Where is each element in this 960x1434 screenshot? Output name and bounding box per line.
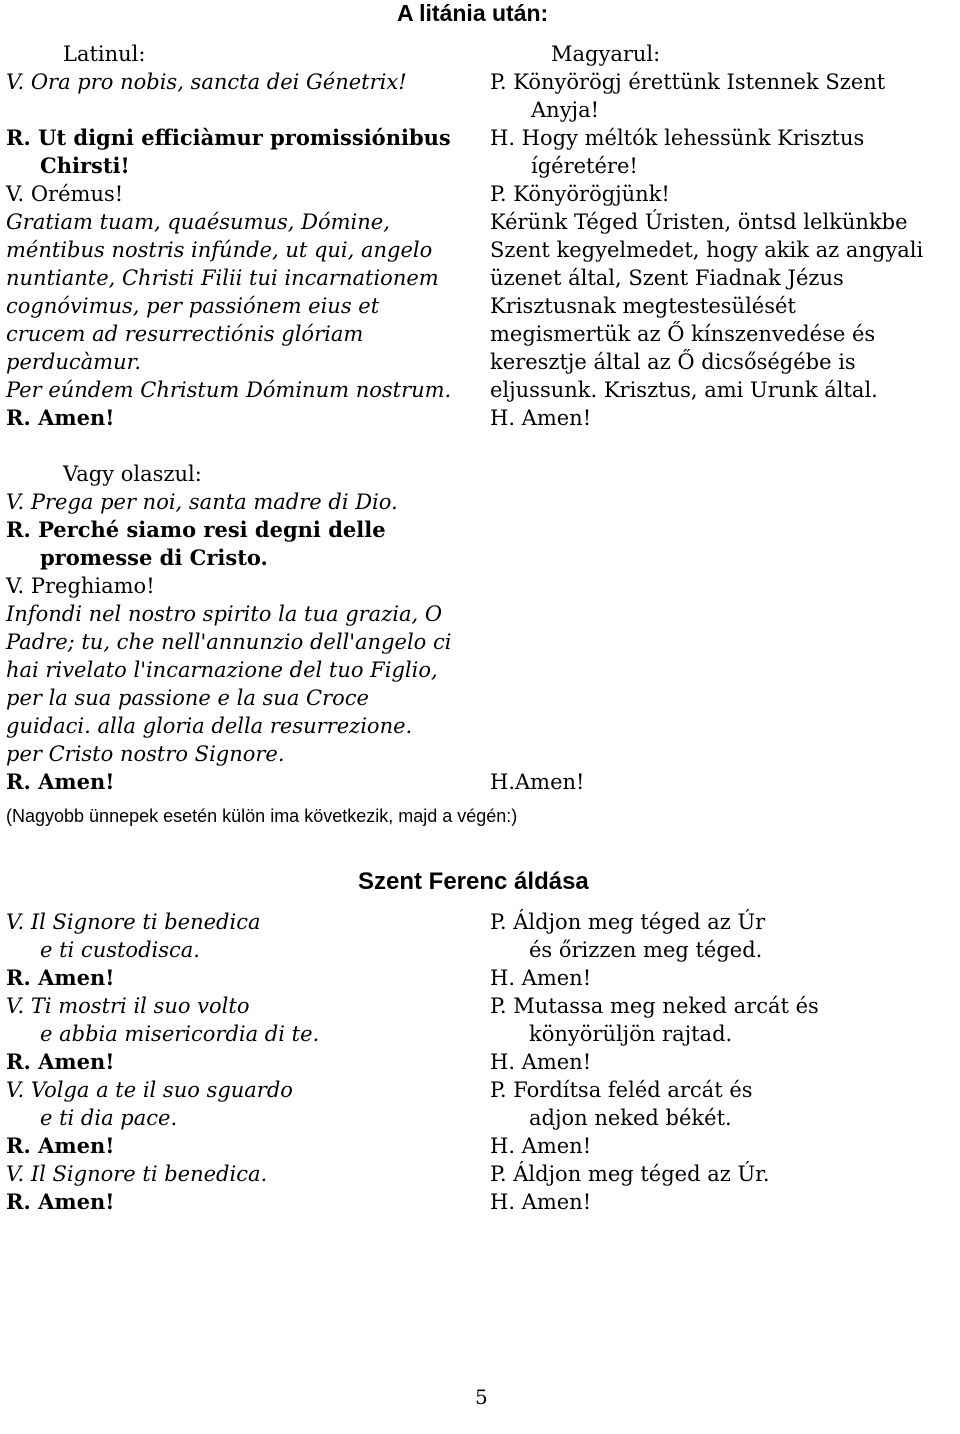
section-title: A litánia után: [397, 0, 549, 26]
blessing-it-line: e abbia misericordia di te. [40, 1022, 320, 1046]
page-number: 5 [475, 1385, 488, 1409]
blessing-it-line: e ti dia pace. [40, 1106, 178, 1130]
blessing-hu-amen: H. Amen! [490, 1050, 592, 1074]
blessing-hu-line: P. Áldjon meg téged az Úr. [490, 1162, 770, 1186]
hungarian-response-1: H. Hogy méltók lehessünk Krisztus [490, 126, 865, 150]
blessing-hu-amen: H. Amen! [490, 966, 592, 990]
blessing-hu-line: könyörüljön rajtad. [529, 1022, 733, 1046]
blessing-it-line: V. Ti mostri il suo volto [6, 994, 250, 1018]
italian-response-1: R. Perché siamo resi degni delle [6, 517, 386, 542]
blessing-it-amen: R. Amen! [6, 1049, 115, 1074]
hungarian-amen: H. Amen! [490, 406, 592, 430]
latin-response-1-cont: Chirsti! [40, 153, 130, 178]
hungarian-heading: Magyarul: [551, 42, 661, 66]
blessing-it-line: V. Il Signore ti benedica. [6, 1162, 268, 1186]
blessing-hu-line: P. Mutassa meg neked arcát és [490, 994, 819, 1018]
hungarian-versicle-1-cont: Anyja! [531, 98, 600, 122]
italian-versicle-1: V. Prega per noi, santa madre di Dio. [6, 490, 398, 514]
blessing-hu-amen: H. Amen! [490, 1190, 592, 1214]
latin-prayer-line: Gratiam tuam, quaésumus, Dómine, [6, 210, 390, 234]
hungarian-versicle-2: P. Könyörögjünk! [490, 182, 670, 206]
hungarian-prayer-line: eljussunk. Krisztus, ami Urunk által. [490, 378, 878, 402]
italian-response-1-cont: promesse di Cristo. [40, 545, 268, 570]
blessing-it-amen: R. Amen! [6, 965, 115, 990]
latin-prayer-line: cognóvimus, per passiónem eius et [6, 294, 380, 318]
blessing-hu-line: és őrizzen meg téged. [529, 938, 763, 962]
italian-prayer-line: per la sua passione e la sua Croce [6, 686, 369, 710]
hungarian-prayer-line: Szent kegyelmedet, hogy akik az angyali [490, 238, 924, 262]
latin-versicle-1: V. Ora pro nobis, sancta dei Génetrix! [6, 70, 407, 94]
italian-versicle-2: V. Preghiamo! [6, 574, 155, 598]
blessing-it-amen: R. Amen! [6, 1133, 115, 1158]
hungarian-amen-2: H.Amen! [490, 770, 585, 794]
italian-prayer-line: Infondi nel nostro spirito la tua grazia, O [6, 602, 443, 626]
hungarian-prayer-line: megismertük az Ő kínszenvedése és [490, 322, 876, 346]
latin-prayer-line: méntibus nostris infúnde, ut qui, angelo [6, 238, 433, 262]
hungarian-prayer-line: Krisztusnak megtestesülését [490, 294, 796, 318]
latin-prayer-line: nuntiante, Christi Filii tui incarnationem [6, 266, 439, 290]
latin-amen: R. Amen! [6, 405, 115, 430]
blessing-hu-line: adjon neked békét. [529, 1106, 732, 1130]
blessing-it-line: e ti custodisca. [40, 938, 200, 962]
latin-prayer-line: crucem ad resurrectiónis glóriam [6, 322, 364, 346]
blessing-it-line: V. Il Signore ti benedica [6, 910, 261, 934]
hungarian-prayer-line: üzenet által, Szent Fiadnak Jézus [490, 266, 844, 290]
blessing-hu-amen: H. Amen! [490, 1134, 592, 1158]
blessing-title: Szent Ferenc áldása [358, 868, 589, 895]
hungarian-prayer-line: Kérünk Téged Úristen, öntsd lelkünkbe [490, 210, 908, 234]
latin-response-1: R. Ut digni efficiàmur promissiónibus [6, 125, 451, 150]
blessing-it-amen: R. Amen! [6, 1189, 115, 1214]
hungarian-versicle-1: P. Könyörögj érettünk Istennek Szent [490, 70, 886, 94]
rubric-note: (Nagyobb ünnepek esetén külön ima következik, majd a végén:) [6, 806, 518, 826]
latin-versicle-2: V. Orémus! [6, 182, 124, 206]
italian-prayer-line: per Cristo nostro Signore. [6, 742, 285, 766]
italian-prayer-line: guidaci. alla gloria della resurrezione. [6, 714, 413, 738]
hungarian-response-1-cont: ígéretére! [531, 154, 638, 178]
latin-heading: Latinul: [63, 42, 146, 66]
blessing-hu-line: P. Fordítsa feléd arcát és [490, 1078, 753, 1102]
italian-amen: R. Amen! [6, 769, 115, 794]
blessing-hu-line: P. Áldjon meg téged az Úr [490, 910, 766, 934]
latin-prayer-line: Per eúndem Christum Dóminum nostrum. [6, 378, 452, 402]
hungarian-prayer-line: keresztje által az Ő dicsőségébe is [490, 350, 856, 374]
latin-prayer-line: perducàmur. [6, 350, 142, 374]
blessing-it-line: V. Volga a te il suo sguardo [6, 1078, 293, 1102]
italian-heading: Vagy olaszul: [63, 462, 202, 486]
italian-prayer-line: Padre; tu, che nell'annunzio dell'angelo ci [6, 630, 452, 654]
italian-prayer-line: hai rivelato l'incarnazione del tuo Figlio, [6, 658, 438, 682]
